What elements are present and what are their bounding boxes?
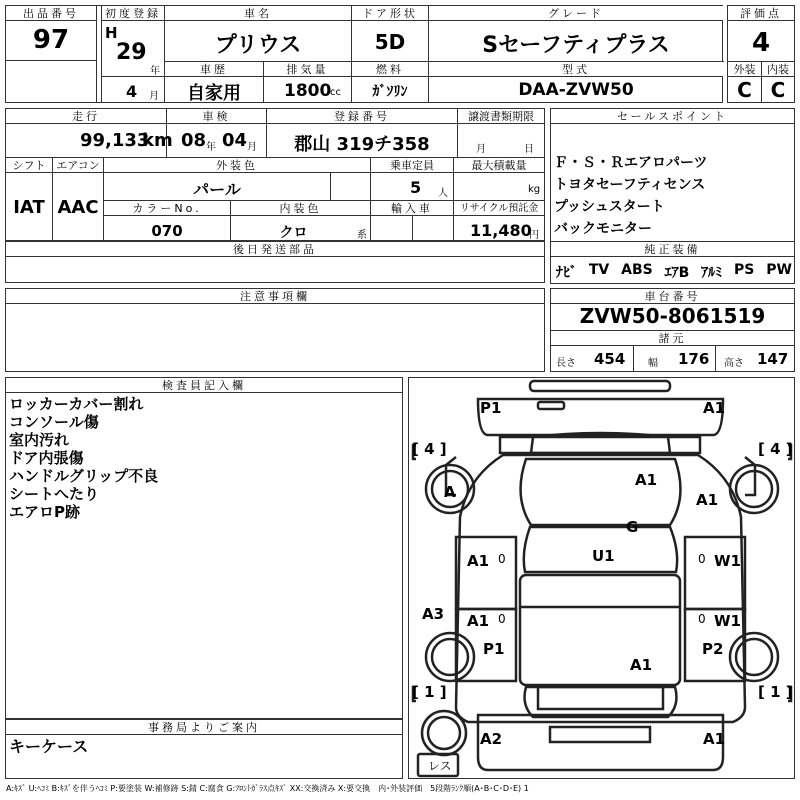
color-no: 070 (151, 222, 183, 240)
mark-a1-fender: A1 (696, 491, 719, 509)
capacity: 5 (410, 178, 422, 197)
sales-points-list (554, 152, 707, 240)
tire-front-right: [ 4 ] (758, 440, 793, 458)
inspector-note: ロッカーカバー割れ (9, 395, 144, 413)
displacement: 1800 (284, 81, 332, 101)
ac: AAC (57, 197, 99, 218)
legend: A:ｷｽﾞ U:ﾍｺﾐ B:ｷｽﾞを伴うﾍｺﾐ P:要塗装 W:補修跡 S:錆 C:腐食 G:ﾌﾛﾝﾄｶﾞﾗｽ点ｷｽﾞ XX:交換済み X:要交換 内･外装評価 5段階ﾗﾝｸ順(A･B･C･D･E) 1 (6, 784, 529, 793)
equipment-item: ｴｱB (664, 265, 690, 281)
mark-w1-door-r1: W1 (714, 552, 741, 570)
displacement-label: 排気量 (264, 62, 351, 77)
int-score: C (770, 78, 786, 102)
mileage-label: 走行 (6, 109, 166, 124)
ext-score: C (737, 78, 752, 102)
sales-point-item: トヨタセーフティセンス (554, 177, 706, 193)
ac-label: エアコン (53, 158, 103, 173)
mark-p1-front: P1 (480, 399, 502, 417)
mark-a1-door-l2: A1 (467, 612, 490, 630)
ext-color-label: 外装色 (104, 158, 370, 173)
later-parts-label: 後日発送部品 (6, 242, 544, 257)
lot-no: 97 (32, 25, 70, 55)
office-note: キーケース (9, 737, 89, 756)
grade: Sセーフティプラス (482, 33, 670, 58)
chassis-label: 車台番号 (551, 289, 794, 304)
spec-label: 諸元 (551, 331, 794, 346)
ext-label: 外装 (728, 62, 761, 77)
mark-p1-rear: P1 (483, 640, 505, 658)
inspector-notes (9, 395, 158, 521)
plate: 郡山 319チ358 (294, 134, 430, 155)
max-load-unit: kg (528, 184, 541, 195)
car-name-label: 車名 (165, 6, 351, 21)
equipment-item: PS (734, 262, 755, 278)
sales-point-item: Ｆ・Ｓ・Ｒエアロパーツ (554, 155, 708, 171)
inspector-note: 室内汚れ (9, 431, 70, 449)
mark-p2-rear: P2 (702, 640, 724, 658)
shift-label: シフト (6, 158, 52, 173)
equipment-item: TV (588, 262, 610, 278)
sales-points-label: セールスポイント (551, 109, 794, 124)
equipment-label: 純正装備 (551, 242, 794, 257)
max-load-label: 最大積載量 (454, 158, 544, 173)
mark-zero-1: 0 (498, 552, 506, 566)
capacity-unit: 人 (438, 188, 448, 199)
mark-zero-4: 0 (698, 612, 706, 626)
transfer-label: 譲渡書類期限 (458, 109, 544, 124)
first-reg-label: 初度登録 (102, 6, 164, 21)
mark-a1-hood: A1 (635, 471, 658, 489)
history: 自家用 (187, 83, 241, 104)
transfer-month-unit: 月 (476, 144, 486, 155)
plate-label: 登録番号 (267, 109, 457, 124)
reg-year: 29 (116, 40, 147, 65)
color-no-label: カラーNo. (104, 201, 230, 216)
mileage-unit: km (142, 130, 173, 151)
caution-label: 注意事項欄 (6, 289, 544, 304)
spare-tire: レス (428, 759, 452, 773)
history-label: 車歴 (165, 62, 263, 77)
insp-year-unit: 年 (206, 142, 216, 153)
sales-point-item: プッシュスタート (554, 199, 665, 215)
recycle-unit: 円 (529, 230, 539, 241)
width-label: 幅 (648, 358, 658, 369)
grade-label: グレード (429, 6, 723, 21)
mark-a3: A3 (422, 605, 445, 623)
fuel-label: 燃料 (352, 62, 428, 77)
reg-month: 4 (126, 82, 138, 101)
mark-a1-rear: A1 (703, 730, 726, 748)
sales-point-item: バックモニター (554, 221, 652, 237)
inspector-note: コンソール傷 (9, 413, 99, 431)
equipment-list (556, 262, 792, 282)
import-label: 輸入車 (371, 201, 453, 216)
inspector-label: 検査員記入欄 (6, 378, 402, 393)
ext-color: パール (193, 180, 241, 199)
inspector-note: ハンドルグリップ不良 (9, 467, 159, 485)
tire-rear-right: [ 1 ] (758, 683, 793, 701)
model: DAA-ZVW50 (518, 80, 634, 100)
width: 176 (678, 350, 710, 368)
door: 5D (374, 30, 406, 54)
inspector-note: エアロP跡 (9, 503, 80, 521)
door-label: ドア形状 (352, 6, 428, 21)
tire-rear-left: [ 1 ] (412, 683, 447, 701)
car-outline (408, 377, 795, 779)
inspection-label: 車検 (167, 109, 266, 124)
length-label: 長さ (556, 358, 576, 369)
capacity-label: 乗車定員 (371, 158, 453, 173)
score: 4 (751, 28, 771, 58)
mark-g: G (626, 518, 639, 536)
height-label: 高さ (724, 358, 744, 369)
displacement-unit: cc (330, 87, 341, 98)
inspector-note: シートへたり (9, 485, 100, 503)
mark-zero-3: 0 (498, 612, 506, 626)
height: 147 (757, 350, 789, 368)
inspector-note: ドア内張傷 (9, 449, 84, 467)
int-color-label: 内装色 (231, 201, 370, 216)
mark-a2-rear: A2 (480, 730, 503, 748)
equipment-item: ABS (621, 262, 653, 278)
int-label: 内装 (762, 62, 794, 77)
score-label: 評価点 (728, 6, 794, 21)
lot-no-label: 出品番号 (6, 6, 96, 21)
equipment-item: ﾅﾋﾞ (556, 265, 577, 281)
transfer-day-unit: 日 (524, 144, 534, 155)
mark-a1-front: A1 (703, 399, 726, 417)
mark-a-wheel: A (444, 483, 456, 501)
reg-month-unit: 月 (149, 91, 159, 102)
shift: IAT (13, 197, 45, 218)
era: H (105, 24, 118, 42)
equipment-item: ｱﾙﾐ (701, 265, 723, 281)
fuel: ｶﾞｿﾘﾝ (372, 84, 408, 100)
insp-month-unit: 月 (247, 142, 257, 153)
mark-zero-2: 0 (698, 552, 706, 566)
chassis-number: ZVW50-8061519 (579, 304, 766, 328)
insp-year: 08 (181, 130, 207, 151)
car-name: プリウス (214, 33, 302, 58)
equipment-item: PW (766, 262, 792, 278)
mark-a1-roof-rear: A1 (630, 656, 653, 674)
mileage: 99,133 (80, 130, 150, 151)
model-label: 型式 (429, 62, 723, 77)
reg-year-unit: 年 (150, 66, 160, 77)
tire-front-left: [ 4 ] (412, 440, 447, 458)
recycle-label: リサイクル預託金 (454, 201, 544, 216)
int-color: クロ (279, 225, 308, 241)
mark-a1-door-l1: A1 (467, 552, 490, 570)
mark-u1: U1 (592, 547, 615, 565)
office-label: 事務局よりご案内 (6, 720, 402, 735)
length: 454 (594, 350, 626, 368)
recycle: 11,480 (470, 221, 532, 240)
insp-month: 04 (222, 130, 248, 151)
mark-w1-door-r2: W1 (714, 612, 741, 630)
int-color-unit: 系 (357, 230, 367, 241)
